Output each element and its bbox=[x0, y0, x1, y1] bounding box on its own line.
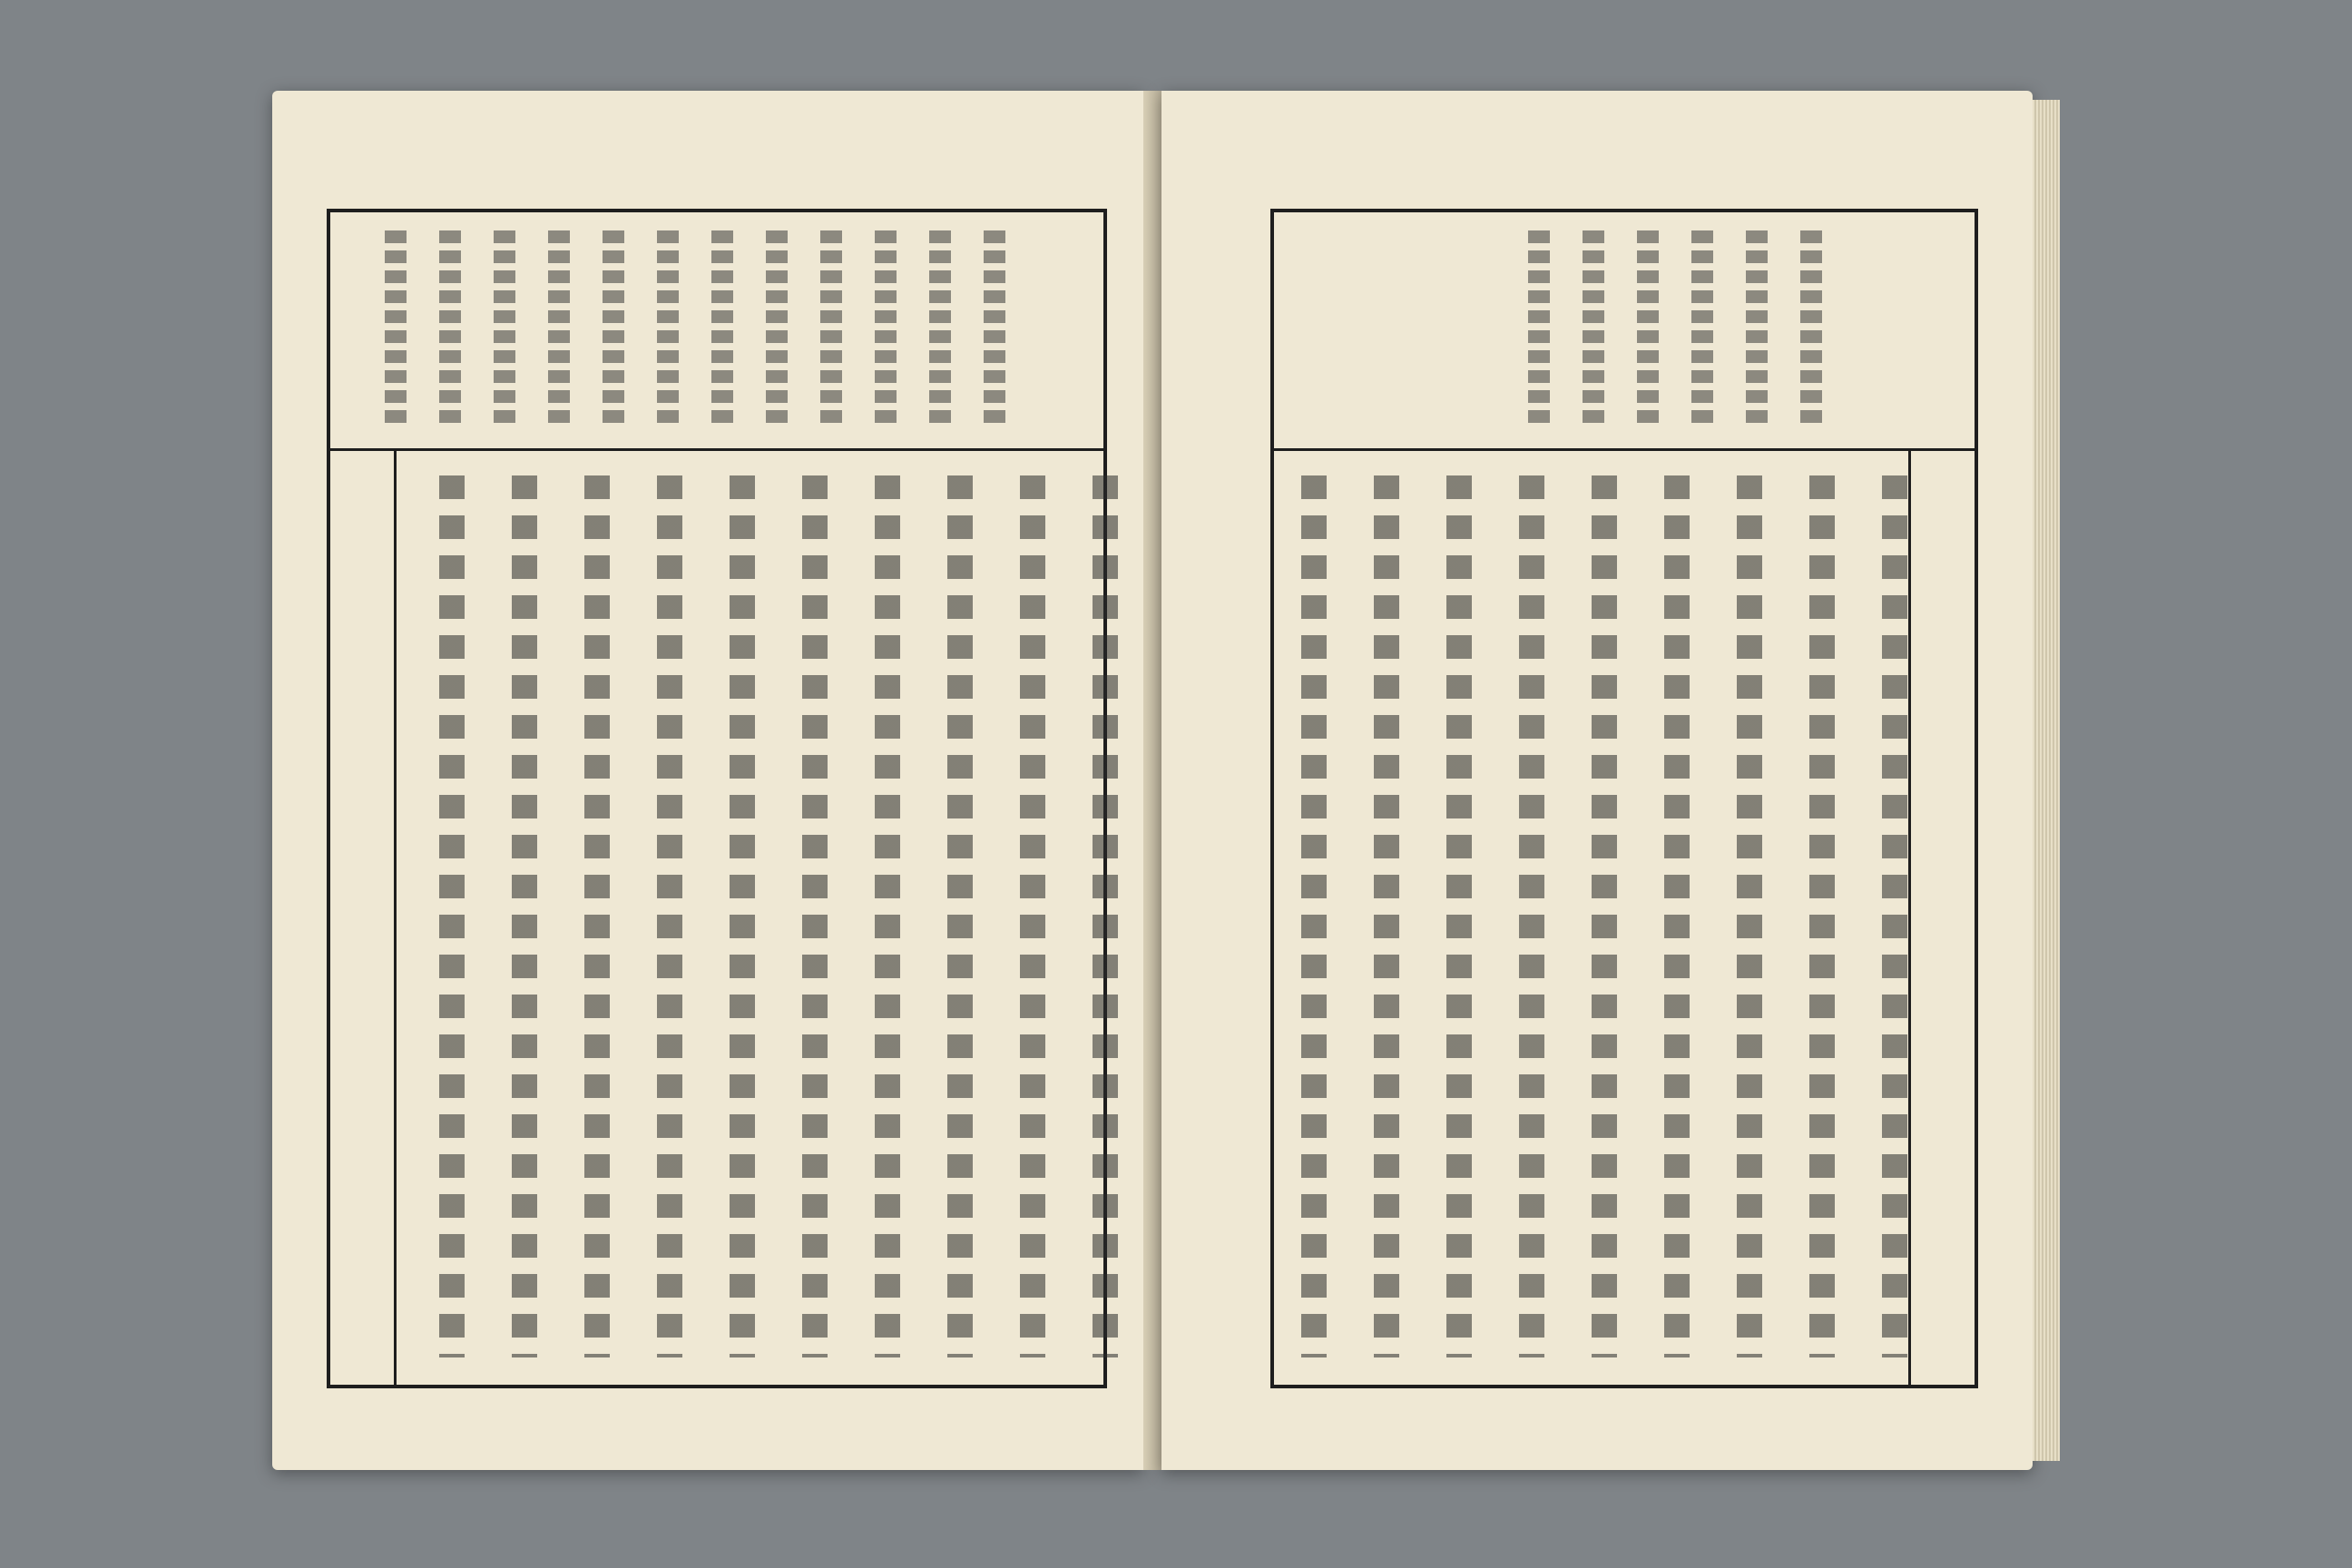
right-page-frame bbox=[1270, 209, 1978, 1388]
right-page bbox=[1161, 91, 2033, 1470]
right-center-column bbox=[1908, 448, 1975, 1385]
left-text-columns bbox=[421, 475, 1085, 1357]
left-center-column bbox=[330, 448, 397, 1385]
left-page bbox=[272, 91, 1143, 1470]
left-page-frame bbox=[327, 209, 1107, 1388]
book-gutter bbox=[1143, 91, 1161, 1470]
right-header-notes bbox=[1274, 212, 1975, 451]
left-header-notes bbox=[330, 212, 1103, 451]
right-text-columns bbox=[1292, 475, 1884, 1357]
book-spread bbox=[272, 91, 2069, 1470]
page-edges bbox=[2033, 100, 2060, 1461]
